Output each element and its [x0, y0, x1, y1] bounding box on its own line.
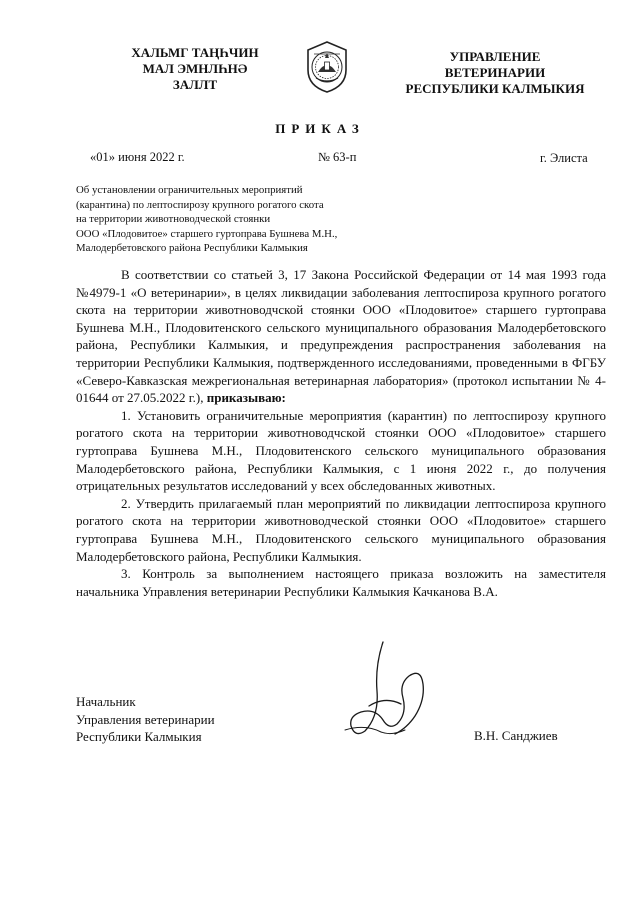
- order-item: 1. Установить ограничительные мероприятия (карантин) по лептоспирозу крупного рогатого скота на территории животноводчской стоянки ООО «Плодовитое» старшего гуртоправа Бушнева М.Н., Плодовитенского сельского муниципального образования Малодербетовского района, Республики Калмыкия, с 1 июня 2022 г., до получения отрицательных результатов исследований у всех обследованных животных.: [76, 407, 606, 494]
- document-number: № 63-п: [318, 150, 357, 164]
- document-city: г. Элиста: [540, 151, 588, 165]
- header-right-line: ВЕТЕРИНАРИИ: [444, 65, 546, 80]
- subject-line: (карантина) по лептоспирозу крупного рогатого скота: [76, 198, 324, 211]
- document-title: ПРИКАЗ: [275, 121, 365, 136]
- header-left-line: ЗАЛЛТ: [172, 77, 218, 92]
- signatory-position-line: Начальник: [76, 694, 136, 709]
- order-item: 2. Утвердить прилагаемый план мероприятий по ликвидации лептоспироза крупного рогатого скота на территории животноводческой стоянки ООО «Плодовитое» старшего гуртоправа Бушнева М.Н., Плодовитенского сельского муниципального образования Малодербетовского района, Республики Калмыкия.: [76, 495, 606, 564]
- preamble-paragraph: [76, 266, 606, 407]
- header-right-line: УПРАВЛЕНИЕ: [449, 49, 541, 64]
- order-body: [76, 266, 606, 600]
- subject-line: Об установлении ограничительных мероприятий: [76, 184, 303, 196]
- order-subject: [76, 183, 396, 256]
- header-right-russian: [395, 49, 595, 97]
- header-right-line: РЕСПУБЛИКИ КАЛМЫКИЯ: [405, 81, 585, 96]
- document-date: «01» июня 2022 г.: [90, 150, 185, 164]
- order-word: приказываю:: [206, 390, 286, 406]
- signatory-position-line: Управления ветеринарии: [76, 711, 215, 727]
- subject-line: Малодербетовского района Республики Калмыкия: [76, 242, 308, 255]
- signatory-position: [76, 693, 215, 746]
- preamble-text: В соответствии со статьей 3, 17 Закона Российской Федерации от 14 мая 1993 года №4979-1 «О ветеринарии», в целях ликвидации заболевания лептоспироза крупного рогатого скота на территории животноводчской стоянки ООО «Плодовитое» старшего гуртоправа Бушнева М.Н., Плодовитенского сельского муниципального образования Малодербетовского района, Республики Калмыкия, и предупреждения распространения заболевания на территории Республики Калмыкия, подтвержденного исследованиями, проведенными в ФГБУ «Северо-Кавказская межрегиональная ветеринарная лаборатория» (протокол испытании № 4-01644 от 27.05.2022 г.),: [76, 267, 606, 406]
- header-left-kalmyk: [95, 45, 295, 93]
- coat-of-arms-icon: [302, 40, 352, 94]
- signatory-position-line: Республики Калмыкия: [76, 729, 202, 744]
- order-item: 3. Контроль за выполнением настоящего приказа возложить на заместителя начальника Управления ветеринарии Республики Калмыкия Качканова В.А.: [76, 566, 606, 599]
- header-left-line: ХАЛЬМГ ТАҢҺЧИН: [131, 45, 259, 60]
- header-left-line: МАЛ ЭМНЛҺНӘ: [142, 61, 248, 76]
- signatory-name: В.Н. Санджиев: [474, 728, 558, 743]
- subject-line: на территории животноводческой стоянки: [76, 213, 271, 226]
- subject-line: ООО «Плодовитое» старшего гуртоправа Бушнева М.Н.,: [76, 227, 338, 240]
- handwritten-signature: [335, 636, 445, 741]
